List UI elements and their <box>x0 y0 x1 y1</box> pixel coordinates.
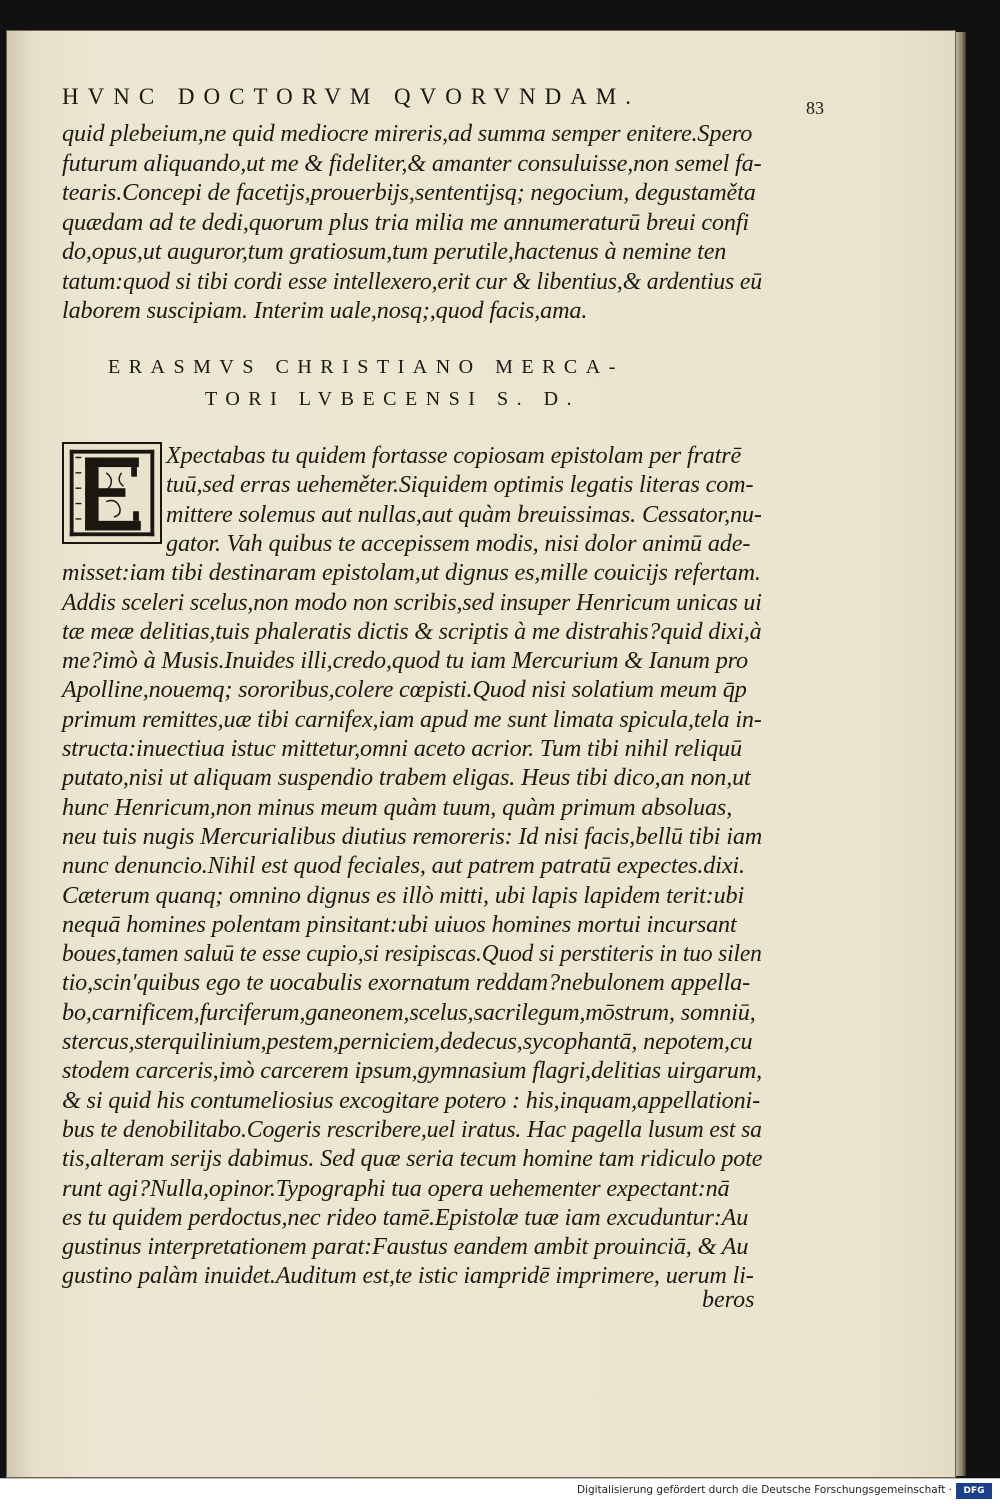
decorated-initial-e-icon <box>64 444 160 542</box>
text-line: quædam ad te dedi,quorum plus tria milia me annumeraturū breui confi <box>62 208 749 236</box>
text-line: runt agi?Nulla,opinor.Typographi tua opera uehementer expectant:nā <box>62 1174 730 1202</box>
text-line: bo,carnificem,furciferum,ganeonem,scelus,sacrilegum,mōstrum, somniū, <box>62 998 756 1026</box>
letter-heading-line-1: ERASMVS CHRISTIANO MERCA- <box>108 356 624 378</box>
text-line: Apolline,nouemq; sororibus,colere cœpisti.Quod nisi solatium meum q̄p <box>62 676 747 704</box>
text-line: quid plebeium,ne quid mediocre mireris,ad summa semper enitere.Spero <box>62 120 753 147</box>
footer-credit: Digitalisierung gefördert durch die Deutsche Forschungsgemeinschaft · <box>576 1484 952 1496</box>
text-line: gustino palàm inuidet.Auditum est,te istic iampridē imprimere, uerum li- <box>62 1262 754 1290</box>
text-line: gator. Vah quibus te accepissem modis, nisi dolor animū ade- <box>166 529 751 557</box>
text-line: es tu quidem perdoctus,nec rideo tamē.Epistolæ tuæ iam excuduntur:Au <box>62 1203 749 1231</box>
text-line: Addis sceleri scelus,non modo non scribis,sed insuper Henricum unicas ui <box>62 588 762 616</box>
page-edge <box>956 32 966 1476</box>
text-line: gustinus interpretationem parat:Faustus eandem ambit prouinciā, & Au <box>62 1233 749 1261</box>
text-line: hunc Henricum,non minus meum quàm tuum, quàm primum absoluas, <box>62 793 733 821</box>
text-line: nunc denuncio.Nihil est quod feciales, aut patrem patratū expectes.dixi. <box>62 852 745 880</box>
catchword: beros <box>702 1287 755 1313</box>
text-line: neu tuis nugis Mercurialibus diutius remoreris: Id nisi facis,bellū tibi iam <box>62 822 763 850</box>
text-line: futurum aliquando,ut me & fideliter,& amanter consuluisse,non semel fa- <box>62 149 762 177</box>
digitization-footer <box>0 1478 1000 1504</box>
decorated-initial <box>62 442 162 544</box>
letter-heading-line-2: TORI LVBECENSI S. D. <box>205 388 581 410</box>
text-line: mittere solemus aut nullas,aut quàm breuissimas. Cessator,nu- <box>166 500 762 528</box>
text-line: do,opus,ut auguror,tum gratiosum,tum perutile,hactenus à nemine ten <box>62 238 727 265</box>
text-line: primum remittes,uæ tibi carnifex,iam apud me sunt limata spicula,tela in- <box>62 705 762 733</box>
text-line: Cæterum quanq; omnino dignus es illò mitti, ubi lapis lapidem terit:ubi <box>62 881 745 909</box>
text-line: tuū,sed erras ueheměter.Siquidem optimis legatis literas com- <box>166 471 754 499</box>
text-line: structa:inuectiua istuc mittetur,omni aceto acrior. Tum tibi nihil reliquū <box>62 735 742 762</box>
text-line: bus te denobilitabo.Cogeris rescribere,uel iratus. Hac pagella lusum est sa <box>62 1115 762 1143</box>
text-line: Xpectabas tu quidem fortasse copiosam epistolam per fratrē <box>166 442 742 469</box>
text-line: tis,alteram serijs dabimus. Sed quæ seria tecum homine tam ridiculo pote <box>62 1145 763 1173</box>
text-line: tio,scin'quibus ego te uocabulis exornatum reddam?nebulonem appella- <box>62 969 751 997</box>
text-line: stodem carceris,imò carcerem ipsum,gymnasium flagri,delitias uirgarum, <box>62 1057 763 1085</box>
running-head: HVNC DOCTORVM QVORVNDAM. <box>62 84 641 109</box>
text-line: putato,nisi ut aliquam suspendio trabem eligas. Heus tibi dico,an non,ut <box>62 764 751 792</box>
text-line: laborem suscipiam. Interim uale,nosq;,quod facis,ama. <box>62 297 588 324</box>
text-line: tearis.Concepi de facetijs,prouerbijs,sententijsq; negocium, degustaměta <box>62 179 756 206</box>
text-line: misset:iam tibi destinaram epistolam,ut dignus es,mille couicijs refertam. <box>62 559 761 587</box>
text-line: me?imò à Musis.Inuides illi,credo,quod tu iam Mercurium & Ianum pro <box>62 647 748 675</box>
text-line: & si quid his contumeliosius excogitare potero : his,inquam,appellationi- <box>62 1086 761 1114</box>
text-line: stercus,sterquilinium,pestem,perniciem,dedecus,sycophantā, nepotem,cu <box>62 1028 753 1055</box>
text-line: tatum:quod si tibi cordi esse intellexero,erit cur & libentius,& ardentius eū <box>62 267 762 295</box>
text-line: boues,tamen saluū te esse cupio,si resipiscas.Quod si perstiteris in tuo silen <box>62 940 762 968</box>
text-line: tæ meæ delitias,tuis phaleratis dictis & scriptis à me distrahis?quid dixi,à <box>62 617 762 645</box>
text-line: nequā homines polentam pinsitant:ubi uiuos homines mortui incursant <box>62 910 737 938</box>
dfg-logo-icon: DFG <box>956 1483 992 1499</box>
folio-number: 83 <box>806 98 824 118</box>
